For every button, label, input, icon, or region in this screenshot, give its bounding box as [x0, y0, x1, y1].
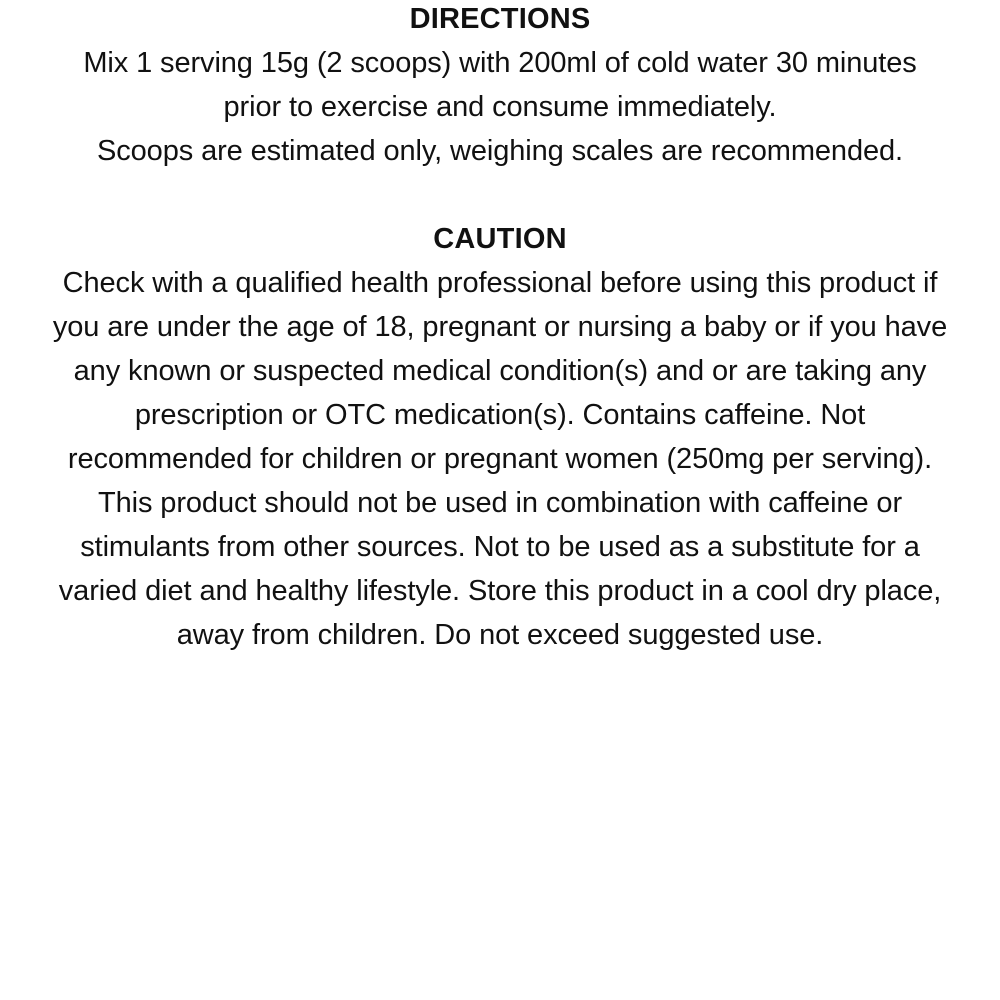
caution-line: recommended for children or pregnant women (250mg per serving).	[67, 443, 933, 475]
caution-line: stimulants from other sources. Not to be used as a substitute for a	[80, 531, 920, 563]
caution-heading: CAUTION	[433, 223, 567, 255]
caution-section	[0, 217, 1000, 657]
caution-line: prescription or OTC medication(s). Contains caffeine. Not	[134, 399, 866, 431]
directions-line: Mix 1 serving 15g (2 scoops) with 200ml of cold water 30 minutes	[83, 47, 917, 79]
caution-line: This product should not be used in combination with caffeine or	[97, 487, 903, 519]
caution-line: you are under the age of 18, pregnant or nursing a baby or if you have	[52, 311, 948, 343]
directions-section	[0, 0, 1000, 173]
caution-line: away from children. Do not exceed suggested use.	[176, 619, 824, 651]
directions-line: prior to exercise and consume immediately.	[223, 91, 777, 123]
directions-heading: DIRECTIONS	[409, 3, 591, 35]
caution-line: Check with a qualified health professional before using this product if	[62, 267, 938, 299]
caution-line: any known or suspected medical condition(s) and or are taking any	[73, 355, 927, 387]
directions-line: Scoops are estimated only, weighing scales are recommended.	[97, 135, 903, 167]
caution-line: varied diet and healthy lifestyle. Store this product in a cool dry place,	[58, 575, 942, 607]
